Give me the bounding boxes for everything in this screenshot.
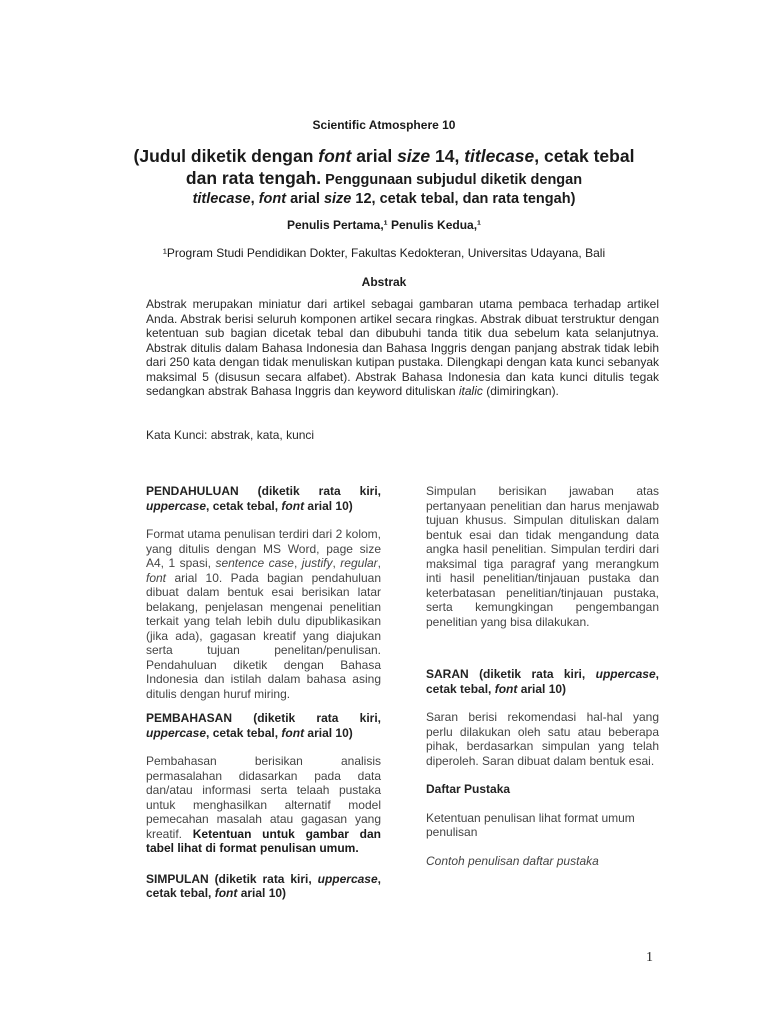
title-titlecase-term: titlecase (464, 146, 535, 166)
subtitle-font-term: font (258, 191, 287, 207)
title-part: arial (351, 146, 398, 166)
heading-part: , cetak tebal, (426, 667, 659, 696)
title-part: 14, (430, 146, 465, 166)
subtitle-part: Penggunaan subjudul diketik dengan (321, 172, 583, 188)
title-part: , cetak tebal dan rata tengah. (185, 146, 635, 188)
heading-part: , cetak tebal, (146, 871, 381, 900)
daftar-pustaka-example: Contoh penulisan daftar pustaka (426, 853, 599, 868)
subtitle-part: arial (286, 191, 324, 207)
authors: Penulis Pertama,¹ Penulis Kedua,¹ (286, 218, 482, 232)
subtitle-titlecase-term: titlecase (192, 191, 251, 207)
body-italic-term: regular (340, 556, 378, 570)
right-column (426, 484, 659, 868)
body-italic-term: sentence case (215, 556, 294, 570)
simpulan-heading (146, 872, 381, 901)
title-part: (Judul diketik dengan (133, 146, 319, 166)
simpulan-body: Simpulan berisikan jawaban atas pertanyaan penelitian dan harus menjawab tujuan khusus. Simpulan dituliskan dalam bentuk esai dan tidak mengandung data angka hasil penelitian. Simpulan terdiri dari maksimal tiga paragraf yang merangkum inti hasil penelitian/tinjauan pustaka dan keterbatasan penelitian/tinjauan pustaka, serta kemungkingan pengembangan penelitian yang bisa dilakukan. (426, 484, 659, 629)
heading-part: , cetak tebal, (206, 725, 282, 740)
heading-part: arial 10) (237, 886, 287, 900)
heading-part: arial 10) (304, 725, 353, 740)
body-part: arial 10. Pada bagian pendahuluan dibuat dalam bentuk esai berisikan latar belakang, penjelasan mengenai penelitian terkait yang telah lebih dulu dipublikasikan (jika ada), gagasan kreatif yang diajukan serta tujuan penelitan/penulisan. Pendahuluan diketik dengan Bahasa Indonesia dan istilah dalam bahasa asing ditulis dengan huruf miring. (146, 570, 381, 701)
heading-part: , cetak tebal, (206, 498, 282, 513)
subtitle-line (130, 190, 638, 208)
saran-heading (426, 667, 659, 696)
heading-part: arial 10) (517, 681, 567, 696)
keywords: Kata Kunci: abstrak, kata, kunci (146, 428, 315, 442)
pembahasan-heading (146, 711, 381, 740)
page-number: 1 (646, 950, 653, 965)
heading-part: arial 10) (304, 498, 353, 513)
body-bold-note: Ketentuan untuk gambar dan tabel lihat di format penulisan umum. (146, 826, 381, 855)
daftar-pustaka-heading: Daftar Pustaka (426, 782, 511, 796)
body-part: Pembahasan berisikan analisis permasalahan didasarkan pada data dan/atau informasi serta telaah pustaka untuk menghasilkan alternatif model pemecahan masalah atau gagasan yang kreatif. (146, 754, 381, 841)
pendahuluan-body (146, 527, 381, 701)
title-font-term: font (318, 146, 352, 166)
body-part: , (332, 556, 341, 570)
heading-part: SIMPULAN (diketik rata kiri, (146, 871, 318, 886)
body-part: , (377, 556, 381, 570)
title-size-term: size (397, 146, 431, 166)
body-italic-term: justify (301, 556, 333, 570)
heading-part: SARAN (diketik rata kiri, (426, 667, 596, 681)
heading-font-term: font (214, 886, 238, 900)
daftar-pustaka-body: Ketentuan penulisan lihat format umum penulisan (426, 810, 635, 839)
abstract-text-end: (dimiringkan). (482, 384, 559, 398)
heading-uppercase-term: uppercase (146, 725, 207, 740)
journal-name: Scientific Atmosphere 10 (312, 118, 456, 132)
affiliation: ¹Program Studi Pendidikan Dokter, Fakultas Kedokteran, Universitas Udayana, Bali (162, 246, 606, 260)
heading-uppercase-term: uppercase (317, 871, 378, 886)
body-part: Format utama penulisan terdiri dari 2 kolom, yang ditulis dengan MS Word, page size A4, 1 spasi, (146, 527, 381, 570)
subtitle-size-term: size (323, 191, 352, 207)
abstract-heading: Abstrak (361, 275, 407, 289)
subtitle-part: 12, cetak tebal, dan rata tengah) (351, 191, 576, 207)
abstract-italic-term: italic (458, 384, 483, 398)
heading-font-term: font (281, 498, 305, 513)
abstract-text: Abstrak merupakan miniatur dari artikel sebagai gambaran utama pembaca terhadap artikel Anda. Abstrak berisi seluruh komponen artikel secara ringkas. Abstrak dibuat terstruktur dengan ketentuan sub bagian dicetak tebal dan dibubuhi tanda titik dua sebelum kata selanjutnya. Abstrak ditulis dalam Bahasa Indonesia dan Bahasa Inggris dengan panjang abstrak tidak lebih dari 250 kata dengan tidak menuliskan kutipan pustaka. Dilengkapi dengan kata kunci sebanyak maksimal 5 (disusun secara alfabet). Abstrak Bahasa Indonesia dan kata kunci ditulis tegak sedangkan abstrak Bahasa Inggris dan keyword dituliskan (146, 297, 659, 398)
body-part: , (293, 556, 302, 570)
heading-uppercase-term: uppercase (595, 667, 656, 681)
heading-part: PEMBAHASAN (diketik rata kiri, (146, 711, 381, 725)
heading-font-term: font (494, 681, 518, 696)
left-column (146, 484, 381, 901)
saran-body: Saran berisi rekomendasi hal-hal yang perlu dilakukan oleh satu atau beberapa pihak, berdasarkan simpulan yang telah diperoleh. Saran dibuat dalam bentuk esai. (426, 710, 659, 768)
subtitle-part: , (250, 191, 259, 207)
heading-part: PENDAHULUAN (diketik rata kiri, (146, 484, 381, 498)
body-italic-term: font (146, 570, 167, 585)
heading-uppercase-term: uppercase (146, 498, 207, 513)
pembahasan-body (146, 754, 381, 856)
heading-font-term: font (281, 725, 305, 740)
abstract-body (146, 297, 659, 399)
article-title (130, 146, 638, 208)
pendahuluan-heading (146, 484, 381, 513)
